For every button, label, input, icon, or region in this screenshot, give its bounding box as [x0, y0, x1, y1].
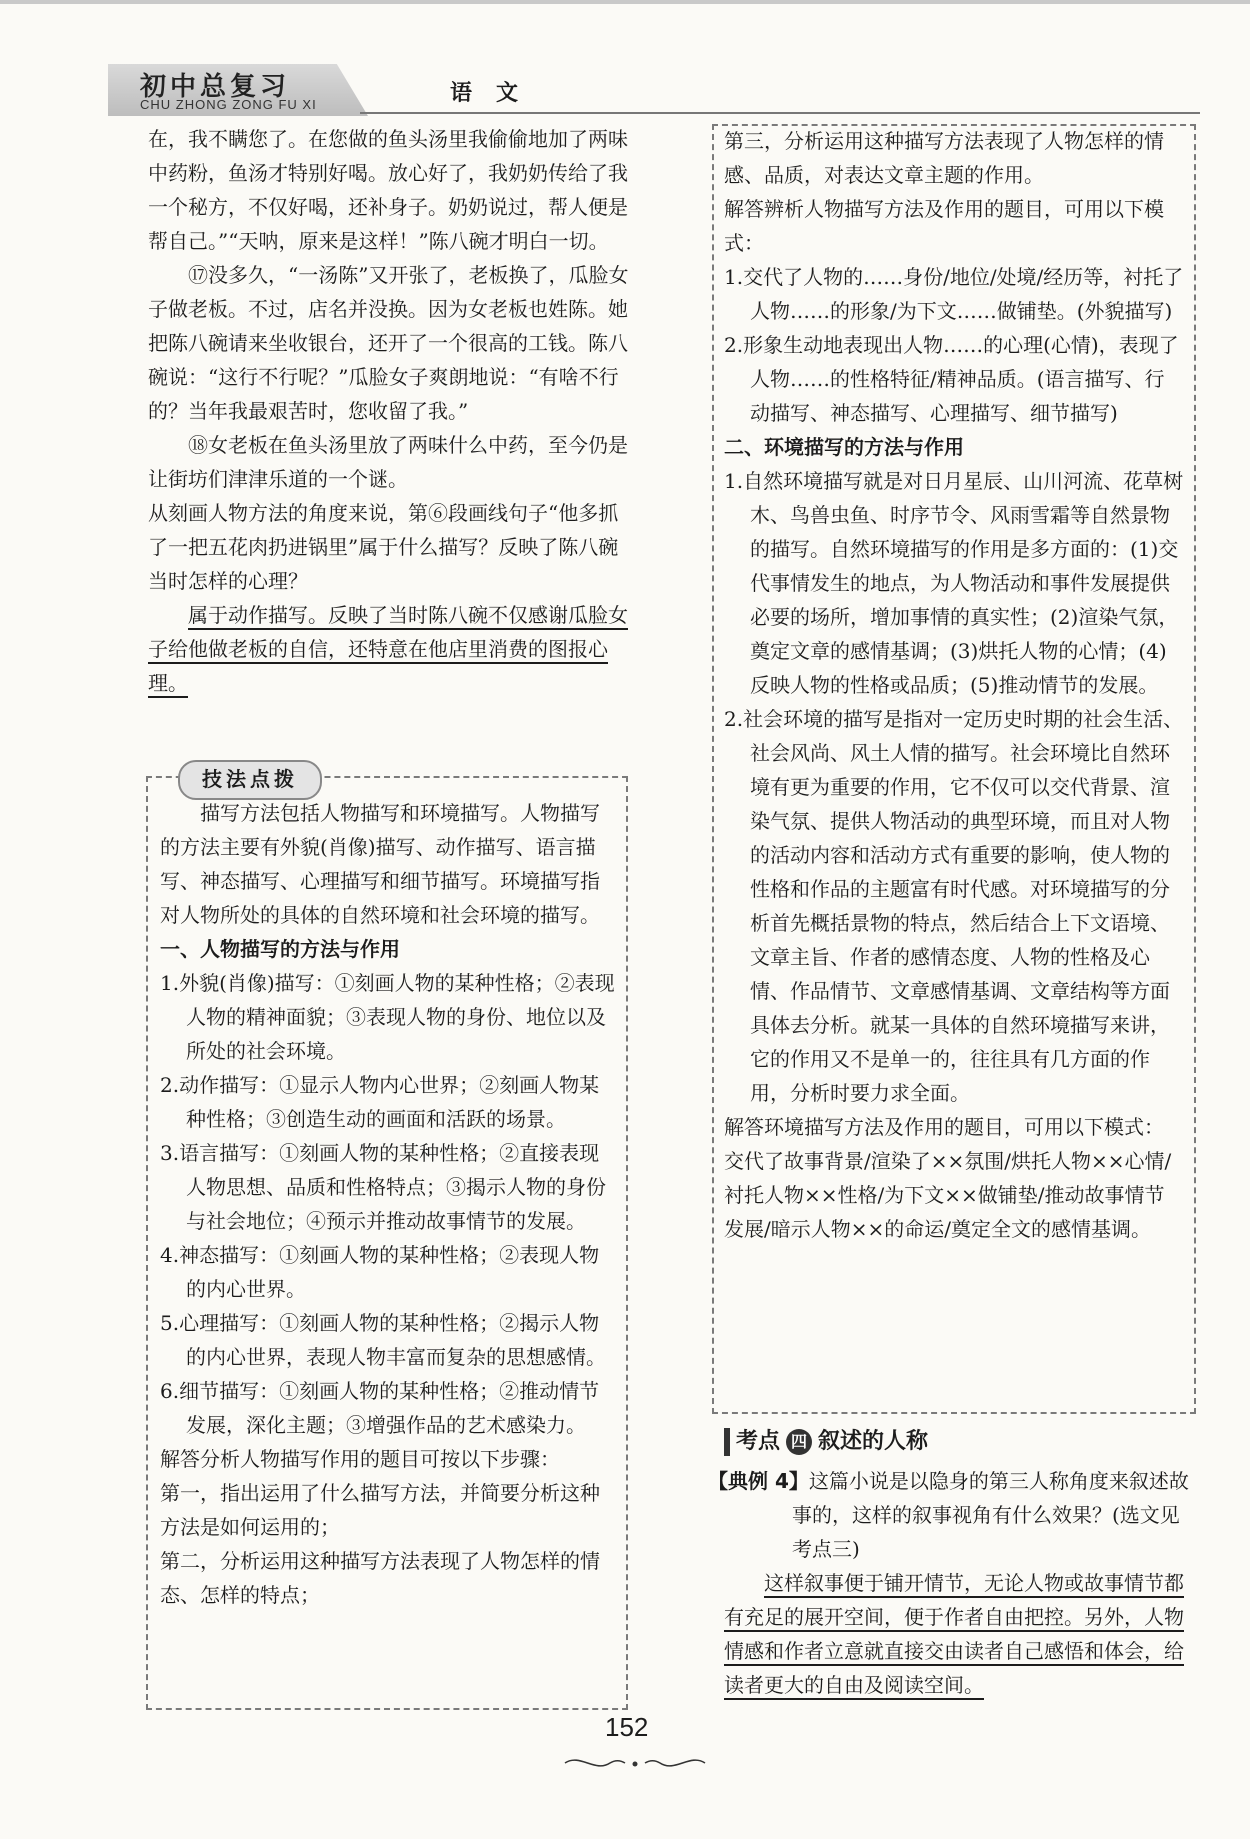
env-item: 1.自然环境描写就是对日月星辰、山川河流、花草树木、鸟兽虫鱼、时序节令、风雨雪霜等自然景物的描写。自然环境描写的作用是多方面的：(1)交代事情发生的地点，为人物活动和事件发展提供必要的场所，增加事情的真实性；(2)渲染气氛，奠定文章的感情基调；(3)烘托人物的心情；(4)反映人物的性格或品质；(5)推动情节的发展。 — [724, 469, 1184, 697]
step-2: 第二，分析运用这种描写方法表现了人物怎样的情态、怎样的特点； — [160, 1549, 600, 1607]
top-rule — [0, 0, 1250, 4]
mode-item: 1.交代了人物的……身份/地位/处境/经历等，衬托了人物……的形象/为下文……做铺垫。(外貌描写) — [724, 265, 1184, 323]
example-block — [708, 1464, 1192, 1702]
list-item: 2.动作描写：①显示人物内心世界；②刻画人物某种性格；③创造生动的画面和活跃的场景。 — [160, 1073, 600, 1131]
list-item: 6.细节描写：①刻画人物的某种性格；②推动情节发展，深化主题；③增强作品的艺术感染力。 — [160, 1379, 600, 1437]
kaodian-title: 叙述的人称 — [818, 1429, 929, 1454]
list-item: 5.心理描写：①刻画人物的某种性格；②揭示人物的内心世界，表现人物丰富而复杂的思想感情。 — [160, 1311, 606, 1369]
env-mode: 交代了故事背景/渲染了××氛围/烘托人物××心情/衬托人物××性格/为下文××做铺垫/推动故事情节发展/暗示人物××的命运/奠定全文的感情基调。 — [724, 1149, 1172, 1241]
kaodian-bar — [724, 1428, 730, 1456]
example-answer: 这样叙事便于铺开情节，无论人物或故事情节都有充足的展开空间，便于作者自由把控。另外，人物情感和作者立意就直接交由读者自己感悟和体会，给读者更大的自由及阅读空间。 — [724, 1571, 1184, 1697]
story-para: ⑰没多久，“一汤陈”又开张了，老板换了，瓜脸女子做老板。不过，店名并没换。因为女老板也姓陈。她把陈八碗请来坐收银台，还开了一个很高的工钱。陈八碗说：“这行不行呢？”瓜脸女子爽朗地说：“有啥不行的？当年我最艰苦时，您收留了我。” — [148, 263, 629, 423]
kaodian-label: 考点 — [736, 1429, 781, 1454]
example-question — [708, 1464, 1192, 1566]
section-heading-2: 二、环境描写的方法与作用 — [724, 435, 964, 459]
skill-content — [160, 796, 616, 1612]
story-para: 在，我不瞒您了。在您做的鱼头汤里我偷偷地加了两味中药粉，鱼汤才特别好喝。放心好了，我奶奶传给了我一个秘方，不仅好喝，还补身子。奶奶说过，帮人便是帮自己。”“天呐，原来是这样！”陈八碗才明白一切。 — [148, 127, 628, 253]
env-item: 2.社会环境的描写是指对一定历史时期的社会生活、社会风尚、风土人情的描写。社会环境比自然环境有更为重要的作用，它不仅可以交代背景、渲染气氛、提供人物活动的典型环境，而且对人物的活动内容和活动方式有重要的影响，使人物的性格和作品的主题富有时代感。对环境描写的分析首先概括景物的特点，然后结合上下文语境、文章主旨、作者的感情态度、人物的性格及心情、作品情节、文章感情基调、文章结构等方面具体去分析。就某一具体的自然环境描写来讲，它的作用又不是单一的，往往具有几方面的作用，分析时要力求全面。 — [724, 707, 1184, 1105]
example-question-text: 这篇小说是以隐身的第三人称角度来叙述故事的，这样的叙事视角有什么效果？(选文见考点三) — [792, 1469, 1189, 1561]
list-item: 3.语言描写：①刻画人物的某种性格；②直接表现人物思想、品质和性格特点；③揭示人物的身份与社会地位；④预示并推动故事情节的发展。 — [160, 1141, 606, 1233]
step-3: 第三，分析运用这种描写方法表现了人物怎样的情感、品质，对表达文章主题的作用。 — [724, 129, 1164, 187]
mode-intro: 解答辨析人物描写方法及作用的题目，可用以下模式： — [724, 197, 1164, 255]
kaodian-heading — [724, 1424, 928, 1456]
env-mode-intro: 解答环境描写方法及作用的题目，可用以下模式： — [724, 1115, 1164, 1139]
mode-item: 2.形象生动地表现出人物……的心理(心情)，表现了人物……的性格特征/精神品质。(语言描写、行动描写、神态描写、心理描写、细节描写) — [724, 333, 1179, 425]
question: 从刻画人物方法的角度来说，第⑥段画线句子“他多抓了一把五花肉扔进锅里”属于什么描写？反映了陈八碗当时怎样的心理？ — [148, 501, 619, 593]
steps-intro: 解答分析人物描写作用的题目可按以下步骤： — [160, 1447, 560, 1471]
example-label: 【典例 4】 — [708, 1469, 809, 1493]
skill-badge: 技法点拨 — [178, 760, 322, 800]
story-para: ⑱女老板在鱼头汤里放了两味什么中药，至今仍是让街坊们津津乐道的一个谜。 — [148, 433, 628, 491]
step-1: 第一，指出运用了什么描写方法，并简要分析这种方法是如何运用的； — [160, 1481, 600, 1539]
header-subject: 语文 — [450, 80, 543, 106]
section-heading-1: 一、人物描写的方法与作用 — [160, 937, 400, 961]
page-number: 152 — [605, 1712, 649, 1742]
answer: 属于动作描写。反映了当时陈八碗不仅感谢瓜脸女子给他做老板的自信，还特意在他店里消费的图报心理。 — [148, 603, 628, 695]
header-rule — [360, 112, 1200, 114]
list-item: 1.外貌(肖像)描写：①刻画人物的某种性格；②表现人物的精神面貌；③表现人物的身份、地位以及所处的社会环境。 — [160, 971, 615, 1063]
list-item: 4.神态描写：①刻画人物的某种性格；②表现人物的内心世界。 — [160, 1243, 600, 1301]
right-column — [724, 124, 1184, 1246]
header-pinyin: CHU ZHONG ZONG FU XI — [140, 97, 317, 112]
kaodian-number: 四 — [786, 1429, 812, 1455]
footer-ornament-icon — [560, 1748, 710, 1778]
header-title: 初中总复习 — [140, 72, 291, 102]
left-column — [148, 122, 636, 700]
intro-text: 描写方法包括人物描写和环境描写。人物描写的方法主要有外貌(肖像)描写、动作描写、语言描写、神态描写、心理描写和细节描写。环境描写指对人物所处的具体的自然环境和社会环境的描写。 — [160, 801, 600, 927]
